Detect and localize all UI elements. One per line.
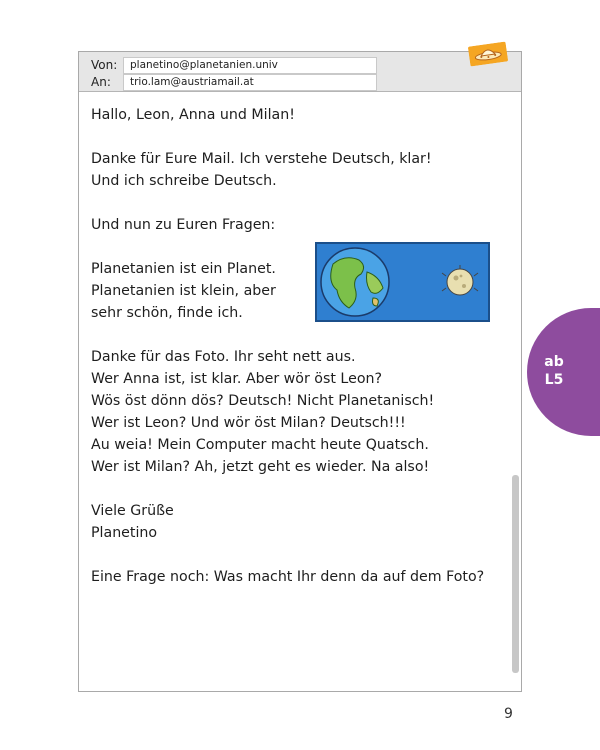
text-line: Und ich schreibe Deutsch. — [91, 173, 277, 189]
scrollbar-thumb[interactable] — [512, 475, 519, 673]
closing — [91, 500, 501, 544]
email-header — [79, 52, 521, 92]
greeting: Hallo, Leon, Anna und Milan! — [91, 107, 295, 123]
email-body — [91, 104, 501, 588]
scrollbar[interactable] — [512, 97, 519, 687]
text-line: Danke für das Foto. Ihr seht nett aus. — [91, 349, 356, 365]
chapter-tab-line-2: L5 — [544, 372, 564, 388]
paragraph-1 — [91, 148, 501, 192]
to-field[interactable]: trio.lam@austriamail.at — [123, 74, 377, 91]
text-line: Planetanien ist klein, aber — [91, 283, 276, 299]
email-window — [78, 51, 522, 692]
paragraph-3 — [91, 258, 291, 324]
from-row — [79, 57, 521, 74]
signature: Planetino — [91, 525, 158, 541]
planet-paragraph — [91, 258, 501, 324]
paragraph-2: Und nun zu Euren Fragen: — [91, 217, 276, 233]
from-field[interactable]: planetino@planetanien.univ — [123, 57, 377, 74]
text-line: Wös öst dönn dös? Deutsch! Nicht Planetanisch! — [91, 393, 435, 409]
paragraph-4 — [91, 346, 501, 478]
page-number: 9 — [504, 706, 513, 722]
chapter-tab-line-1: ab — [544, 354, 564, 370]
text-line: Danke für Eure Mail. Ich verstehe Deutsch, klar! — [91, 151, 432, 167]
text-line: Viele Grüße — [91, 503, 174, 519]
text-line: Au weia! Mein Computer macht heute Quatsch. — [91, 437, 429, 453]
earth-and-small-planet-illustration — [315, 242, 490, 322]
to-label: An: — [91, 75, 111, 89]
postscript: Eine Frage noch: Was macht Ihr denn da auf dem Foto? — [91, 569, 485, 585]
text-line: Wer ist Milan? Ah, jetzt geht es wieder. Na also! — [91, 459, 430, 475]
from-label: Von: — [91, 58, 118, 72]
to-row — [79, 74, 521, 91]
chapter-tab — [527, 308, 600, 436]
text-line: Wer Anna ist, ist klar. Aber wör öst Leon? — [91, 371, 383, 387]
text-line: Planetanien ist ein Planet. — [91, 261, 276, 277]
text-line: Wer ist Leon? Und wör öst Milan? Deutsch!!! — [91, 415, 406, 431]
text-line: sehr schön, finde ich. — [91, 305, 243, 321]
